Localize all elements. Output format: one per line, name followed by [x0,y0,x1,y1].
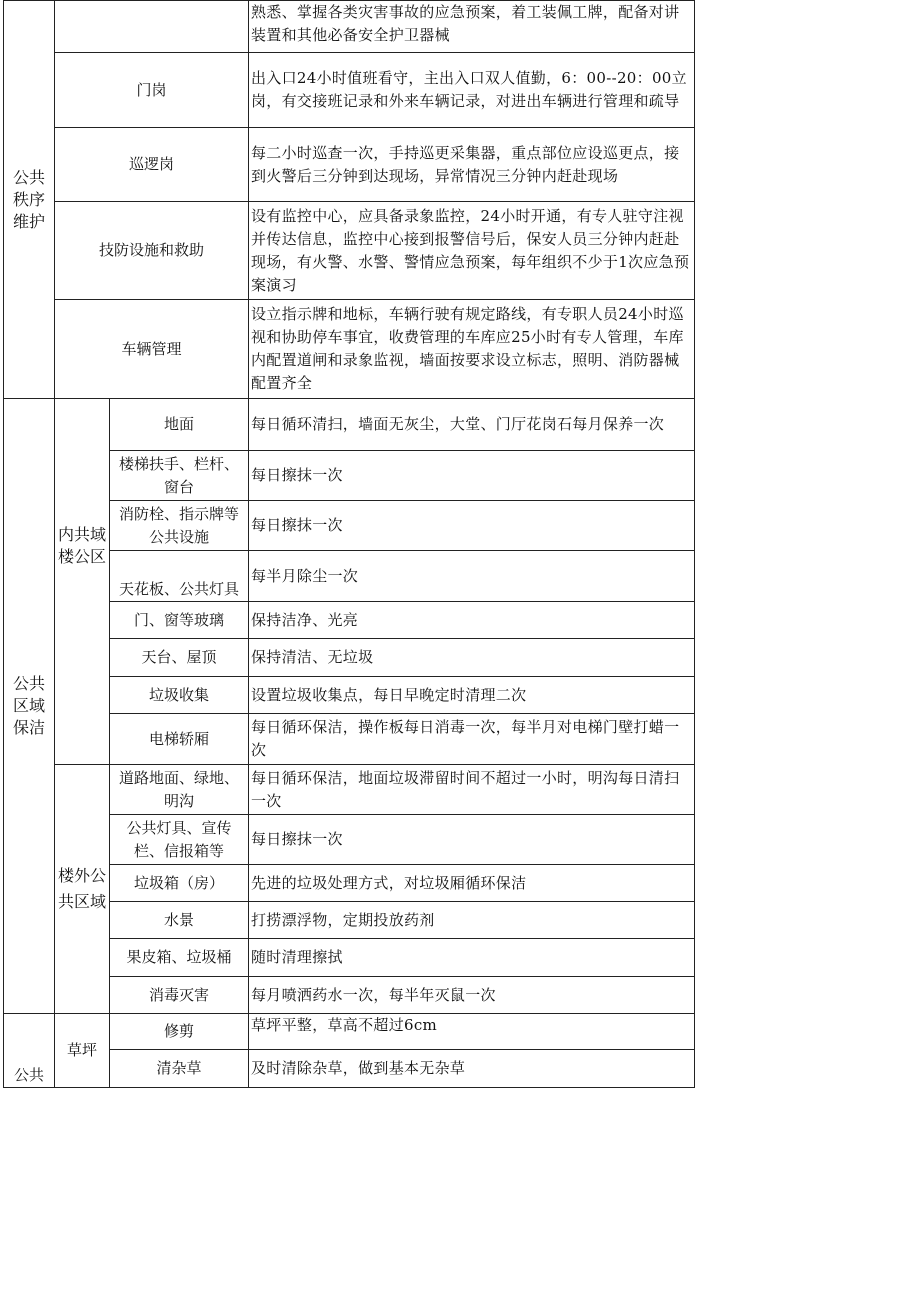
desc-cell: 每日擦抹一次 [249,451,695,501]
desc-cell: 出入口24小时值班看守，主出入口双人值勤，6：00--20：00立岗，有交接班记录和外来车辆记录，对进出车辆进行管理和疏导 [249,53,695,128]
item-cell: 垃圾收集 [110,677,249,714]
desc-cell: 设立指示牌和地标，车辆行驶有规定路线，有专职人员24小时巡视和协助停车事宜，收费管理的车库应25小时有专人管理，车库内配置道闸和录象监视，墙面按要求设立标志，照明、消防器械配置齐全 [249,300,695,399]
item-cell: 车辆管理 [55,300,249,399]
desc-cell: 每月喷洒药水一次，每半年灭鼠一次 [249,977,695,1014]
item-cell: 地面 [110,399,249,451]
desc-cell: 保持洁净、光亮 [249,602,695,639]
service-standard-table [3,0,695,1088]
desc-cell: 每日循环清扫，墙面无灰尘，大堂、门厅花岗石每月保养一次 [249,399,695,451]
item-cell: 门岗 [55,53,249,128]
item-cell: 巡逻岗 [55,128,249,202]
area-indoor: 内共域楼公区 [55,399,110,765]
desc-cell: 打捞漂浮物，定期投放药剂 [249,902,695,939]
item-cell: 道路地面、绿地、明沟 [110,765,249,815]
item-cell: 消毒灭害 [110,977,249,1014]
item-cell: 天台、屋顶 [110,639,249,677]
table-row [4,765,695,815]
item-cell: 天花板、公共灯具 [110,551,249,602]
desc-cell: 及时清除杂草，做到基本无杂草 [249,1050,695,1088]
desc-cell: 随时清理擦拭 [249,939,695,977]
item-cell: 果皮箱、垃圾桶 [110,939,249,977]
item-cell: 清杂草 [110,1050,249,1088]
category-greening: 公共 [4,1014,55,1088]
desc-cell: 草坪平整，草高不超过6cm [249,1014,695,1050]
item-cell: 修剪 [110,1014,249,1050]
item-cell: 水景 [110,902,249,939]
desc-cell: 保持清洁、无垃圾 [249,639,695,677]
desc-cell: 每半月除尘一次 [249,551,695,602]
category-cleaning: 公共区域保洁 [4,399,55,1014]
desc-cell: 每二小时巡查一次，手持巡更采集器，重点部位应设巡更点，接到火警后三分钟到达现场，异常情况三分钟内赶赴现场 [249,128,695,202]
item-cell [55,1,249,53]
desc-cell: 熟悉、掌握各类灾害事故的应急预案，着工装佩工牌，配备对讲装置和其他必备安全护卫器械 [249,1,695,53]
table-row [4,1,695,53]
item-cell: 楼梯扶手、栏杆、窗台 [110,451,249,501]
table-row [4,202,695,300]
desc-cell: 每日循环保洁，操作板每日消毒一次，每半月对电梯门壁打蜡一次 [249,714,695,765]
item-cell: 公共灯具、宣传栏、信报箱等 [110,815,249,865]
desc-cell: 设置垃圾收集点，每日早晚定时清理二次 [249,677,695,714]
desc-cell: 每日循环保洁，地面垃圾滞留时间不超过一小时，明沟每日清扫一次 [249,765,695,815]
desc-cell: 先进的垃圾处理方式，对垃圾厢循环保洁 [249,865,695,902]
area-lawn: 草坪 [55,1014,110,1088]
table-row [4,53,695,128]
table-row [4,300,695,399]
item-cell: 门、窗等玻璃 [110,602,249,639]
item-cell: 电梯轿厢 [110,714,249,765]
item-cell: 技防设施和救助 [55,202,249,300]
item-cell: 消防栓、指示牌等公共设施 [110,501,249,551]
item-cell: 垃圾箱（房） [110,865,249,902]
category-security: 公共秩序维护 [4,1,55,399]
desc-cell: 设有监控中心，应具备录象监控，24小时开通，有专人驻守注视并传达信息，监控中心接到报警信号后，保安人员三分钟内赶赴现场，有火警、水警、警情应急预案，每年组织不少于1次应急预案演习 [249,202,695,300]
table-row [4,1014,695,1050]
area-outdoor: 楼外公共区域 [55,765,110,1014]
desc-cell: 每日擦抹一次 [249,815,695,865]
table-row [4,399,695,451]
desc-cell: 每日擦抹一次 [249,501,695,551]
table-row [4,128,695,202]
